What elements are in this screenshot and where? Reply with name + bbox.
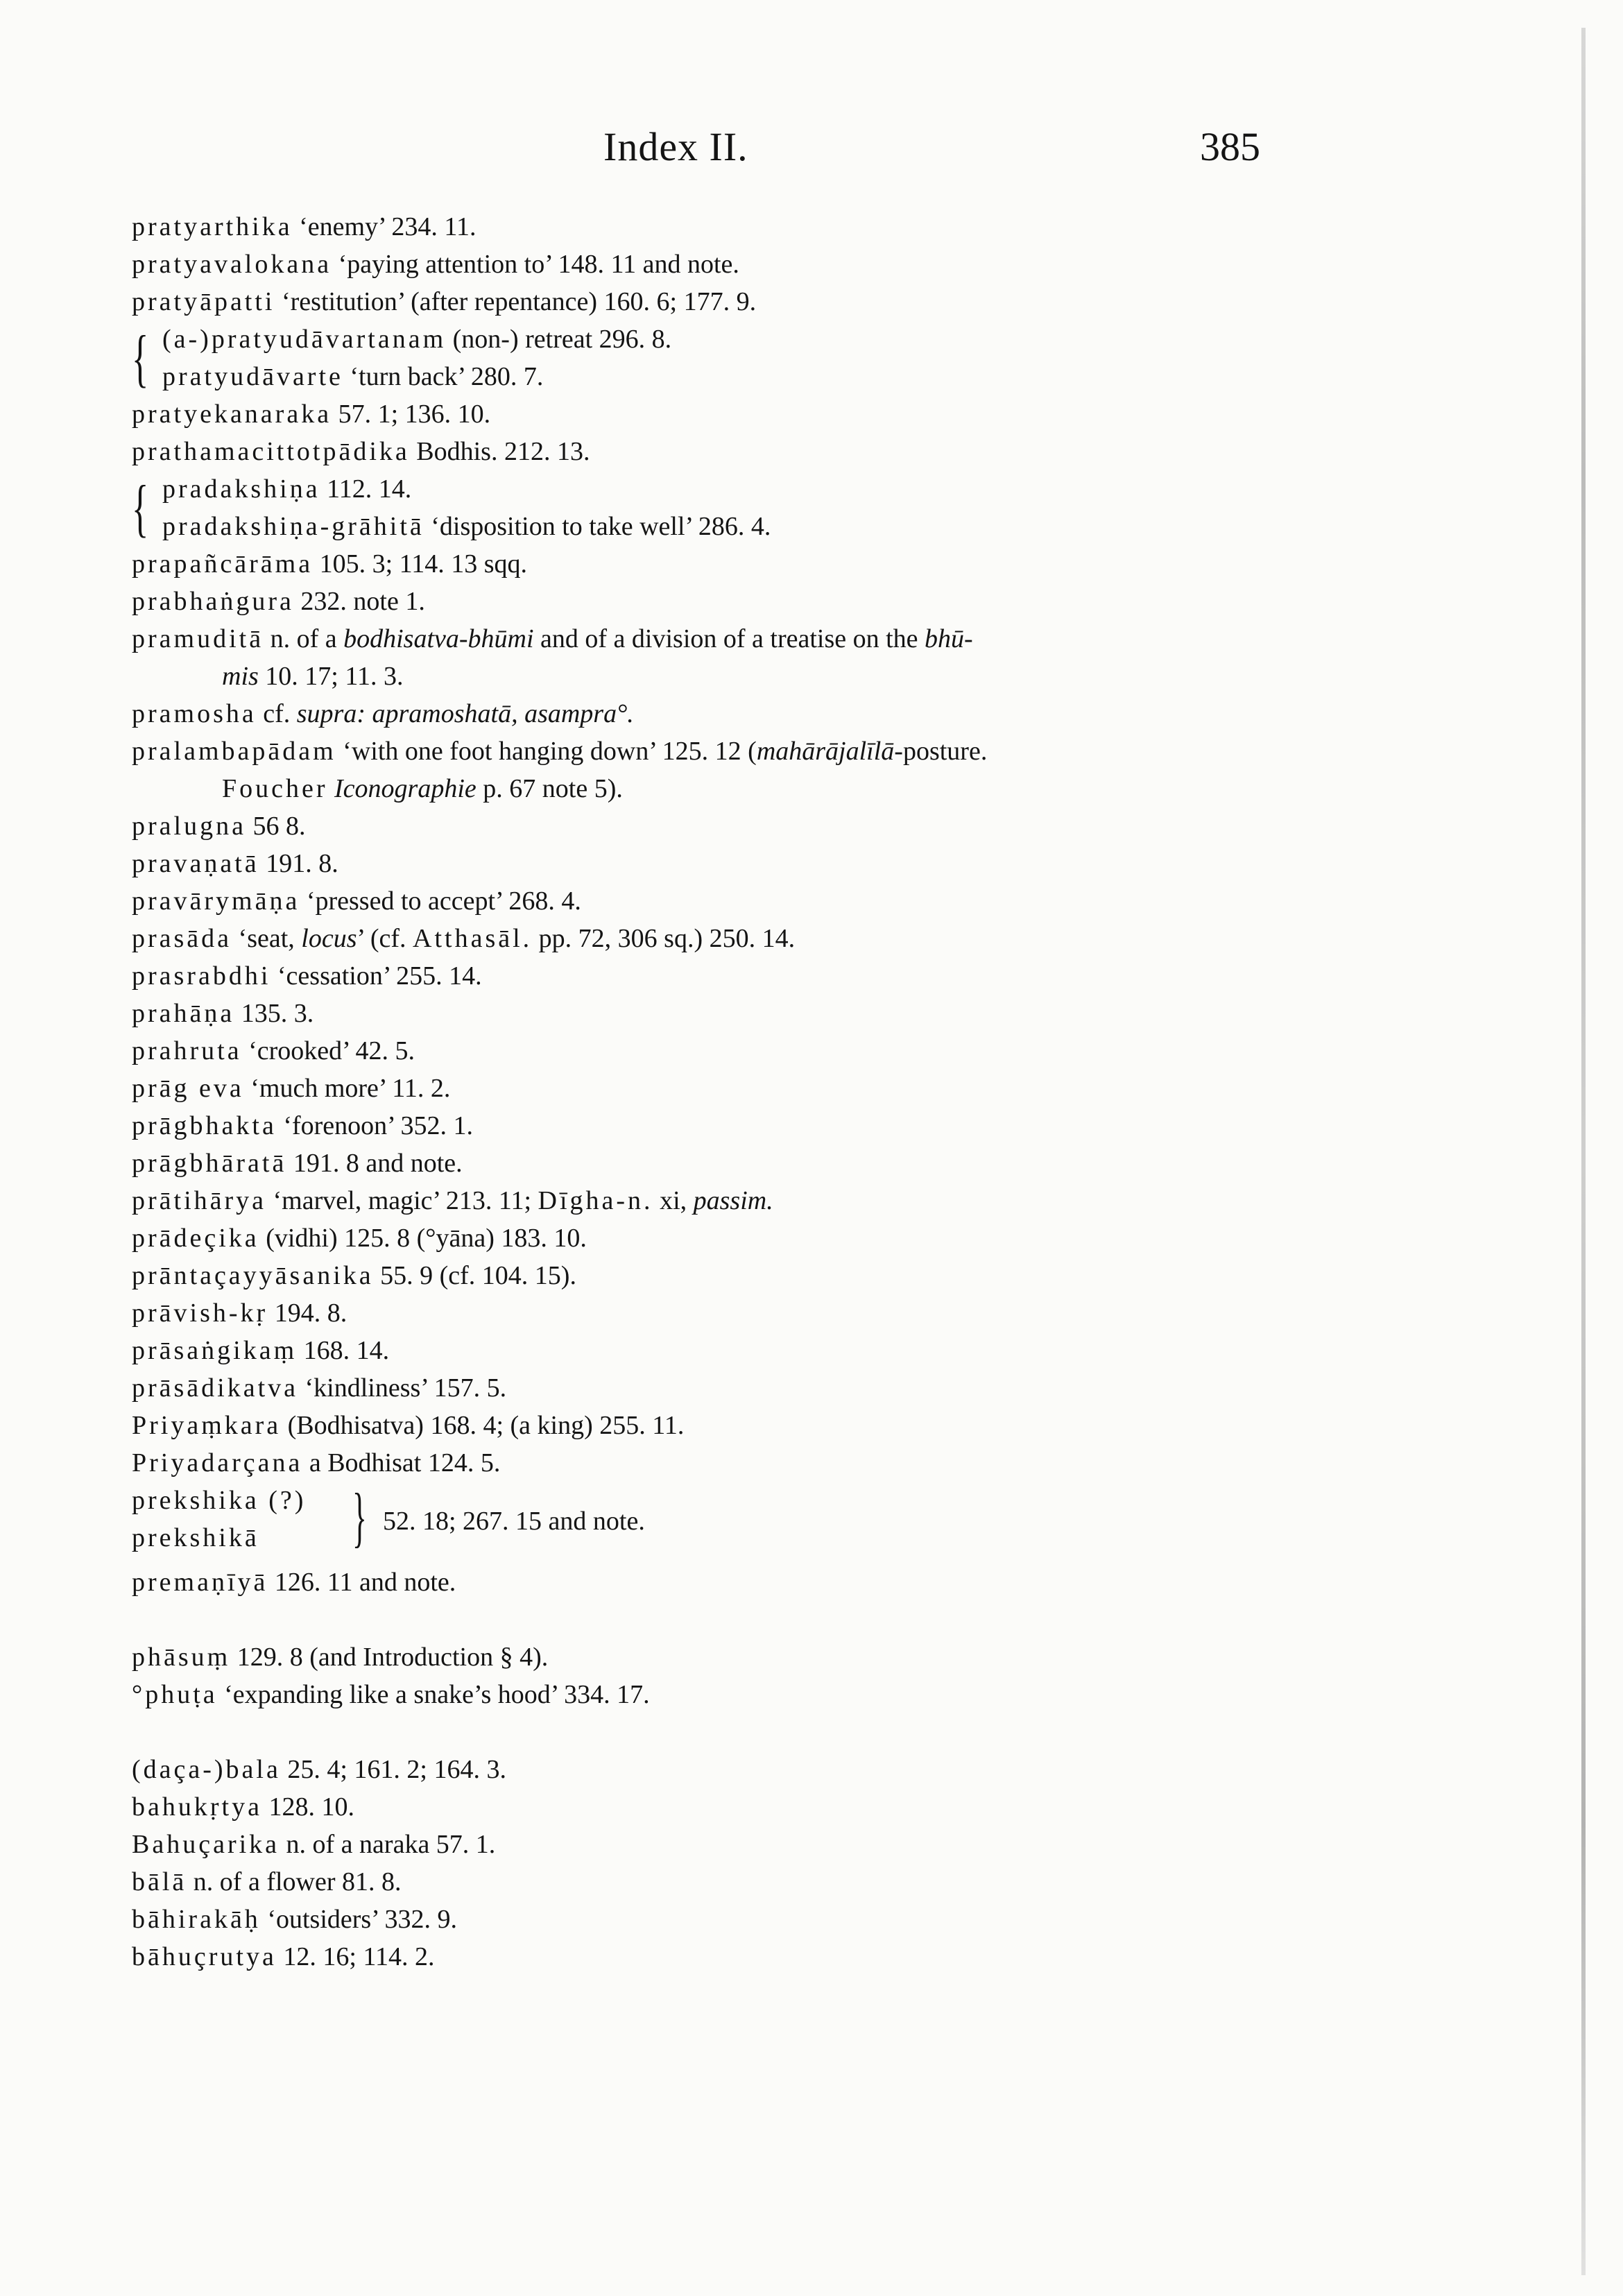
entry-term: prasāda (132, 924, 232, 953)
entry-text: n. of a naraka 57. 1. (280, 1830, 496, 1859)
entry-text: ‘much more’ 11. 2. (243, 1074, 451, 1103)
entry-term: prāgbhāratā (132, 1149, 287, 1178)
index-entry (132, 1070, 1283, 1107)
entry-term: (a-)pratyudāvartanam (162, 325, 447, 354)
entry-term: prekshikā (132, 1523, 259, 1552)
entry-source: Dīgha-n. (538, 1186, 653, 1215)
entry-term: prahruta (132, 1036, 242, 1065)
entry-source: Atthasāl. (413, 924, 533, 953)
entry-author: Foucher (222, 774, 328, 803)
entry-italic: locus (301, 924, 357, 953)
entry-text: 194. 8. (268, 1299, 347, 1328)
entry-term: pralambapādam (132, 737, 336, 766)
index-entry (132, 1563, 1283, 1601)
entry-text: ‘enemy’ 234. 11. (292, 212, 476, 241)
bracketed-entries (132, 320, 1283, 395)
index-entry (132, 1032, 1283, 1070)
entry-text: pp. 72, 306 sq.) 250. 14. (532, 924, 796, 953)
entry-term: Bahuçarika (132, 1830, 280, 1859)
index-entry (132, 583, 1283, 620)
entry-term: premaṇīyā (132, 1568, 268, 1597)
entry-text: xi, (653, 1186, 694, 1215)
entry-text: 12. 16; 114. 2. (276, 1942, 435, 1971)
entry-text: 129. 8 (and Introduction § 4). (230, 1643, 549, 1672)
entry-italic: supra: apramoshatā, asampra°. (296, 699, 634, 728)
entry-text: ’ (cf. (357, 924, 413, 953)
index-entry (132, 1676, 1283, 1713)
index-entry (132, 1938, 1283, 1976)
entry-term: prapañcārāma (132, 549, 314, 579)
entry-term: prekshika (?) (132, 1486, 307, 1515)
entry-term: bāhuçrutya (132, 1942, 277, 1971)
left-brace: { (132, 323, 149, 393)
entry-text: a Bodhisat 124. 5. (302, 1448, 501, 1477)
index-entry (132, 208, 1283, 246)
bracketed-entries (132, 470, 1283, 545)
index-entry (132, 358, 1283, 395)
grouped-terms (132, 1482, 306, 1557)
entry-term: Priyadarçana (132, 1448, 303, 1477)
entry-text: ‘pressed to accept’ 268. 4. (300, 886, 581, 916)
entry-text: ‘forenoon’ 352. 1. (276, 1111, 473, 1140)
entry-text: (non-) retreat 296. 8. (446, 325, 672, 354)
entry-continuation (132, 770, 1283, 807)
index-entry (132, 1219, 1283, 1257)
right-brace: } (352, 1480, 367, 1554)
entry-text: n. of a flower 81. 8. (187, 1867, 402, 1896)
entry-text: ‘kindliness’ 157. 5. (298, 1373, 507, 1403)
entry-text: n. of a (264, 624, 344, 653)
entry-text: ‘disposition to take well’ 286. 4. (424, 512, 771, 541)
index-entry (132, 433, 1283, 470)
entry-term: pratyekanaraka (132, 400, 332, 429)
entry-term: pratyāpatti (132, 287, 275, 316)
entry-term: prāsādikatva (132, 1373, 299, 1403)
entry-text: 191. 8. (259, 849, 338, 878)
entry-text: Bodhis. 212. 13. (409, 437, 590, 466)
entry-text: 105. 3; 114. 13 sqq. (313, 549, 528, 579)
entry-text: cf. (256, 699, 297, 728)
entry-term: bāhirakāḥ (132, 1905, 261, 1934)
index-entry (132, 1145, 1283, 1182)
index-body (132, 208, 1283, 1976)
entry-text: 56 8. (246, 812, 306, 841)
entry-text: ‘paying attention to’ 148. 11 and note. (332, 250, 739, 279)
index-entry (132, 508, 1283, 545)
page-title: Index II. (603, 124, 748, 169)
entry-term: pratyavalokana (132, 250, 332, 279)
index-entry (132, 620, 1283, 658)
entry-italic: bodhisatva-bhūmi (343, 624, 534, 653)
entry-text: 57. 1; 136. 10. (332, 400, 491, 429)
index-entry (132, 246, 1283, 283)
entry-term: prāg eva (132, 1074, 244, 1103)
entry-italic: bhū- (925, 624, 973, 653)
entry-term: prathamacittotpādika (132, 437, 410, 466)
entry-term: prāsaṅgikaṃ (132, 1336, 298, 1365)
entry-text: 126. 11 and note. (268, 1568, 456, 1597)
entry-term: pramuditā (132, 624, 264, 653)
entry-term: bālā (132, 1867, 187, 1896)
running-header (0, 123, 1623, 172)
entry-term: prāntaçayyāsanika (132, 1261, 374, 1290)
entry-term: pradakshiṇa (162, 474, 320, 504)
entry-term: (daça-)bala (132, 1755, 281, 1784)
entry-text: 168. 14. (297, 1336, 390, 1365)
index-entry (132, 882, 1283, 920)
index-entry (132, 1407, 1283, 1444)
entry-term: pravārymāṇa (132, 886, 300, 916)
index-entry (132, 283, 1283, 320)
index-entry (132, 1901, 1283, 1938)
entry-term: prātihārya (132, 1186, 267, 1215)
index-entry (132, 1863, 1283, 1901)
entry-text: ‘restitution’ (after repentance) 160. 6; 177. 9. (275, 287, 757, 316)
index-entry (132, 995, 1283, 1032)
entry-text: 112. 14. (320, 474, 412, 504)
index-entry (132, 845, 1283, 882)
index-entry (132, 1182, 1283, 1219)
entry-text: 25. 4; 161. 2; 164. 3. (280, 1755, 506, 1784)
entry-text: (Bodhisatva) 168. 4; (a king) 255. 11. (281, 1411, 685, 1440)
index-entry (132, 1332, 1283, 1369)
grouped-entries (132, 1482, 1283, 1563)
entry-text: ‘crooked’ 42. 5. (241, 1036, 415, 1065)
entry-italic: passim. (693, 1186, 773, 1215)
entry-text: 128. 10. (261, 1792, 354, 1822)
entry-term: pravaṇatā (132, 849, 259, 878)
entry-term: pradakshiṇa-grāhitā (162, 512, 424, 541)
index-entry (132, 695, 1283, 733)
index-entry (132, 1107, 1283, 1145)
index-entry (132, 1751, 1283, 1788)
entry-text: ‘expanding like a snake’s hood’ 334. 17. (217, 1680, 650, 1709)
entry-italic: Iconographie (327, 774, 476, 803)
index-entry (132, 1257, 1283, 1294)
left-brace: { (132, 472, 149, 543)
entry-term: phāsuṃ (132, 1643, 231, 1672)
entry-text: 52. 18; 267. 15 and note. (383, 1507, 645, 1536)
entry-text: and of a division of a treatise on the (533, 624, 925, 653)
entry-term: prādeçika (132, 1224, 259, 1253)
index-entry (132, 395, 1283, 433)
entry-term: prāgbhakta (132, 1111, 277, 1140)
entry-text: (vidhi) 125. 8 (°yāna) 183. 10. (259, 1224, 587, 1253)
page-edge-shadow (1581, 28, 1586, 2275)
index-entry (132, 1638, 1283, 1676)
entry-italic: mis (222, 662, 259, 691)
entry-term: pratyarthika (132, 212, 293, 241)
entry-text: 191. 8 and note. (286, 1149, 463, 1178)
entry-text: ‘cessation’ 255. 14. (270, 961, 482, 991)
entry-text: 232. note 1. (293, 587, 425, 616)
entry-text: ‘marvel, magic’ 213. 11; (266, 1186, 538, 1215)
index-entry (132, 470, 1283, 508)
entry-term: Priyaṃkara (132, 1411, 282, 1440)
entry-text: p. 67 note 5). (476, 774, 623, 803)
entry-term: pralugna (132, 812, 246, 841)
entry-term: prāvish-kṛ (132, 1299, 268, 1328)
entry-text: ‘outsiders’ 332. 9. (260, 1905, 458, 1934)
entry-term: prasrabdhi (132, 961, 271, 991)
entry-text: ‘with one foot hanging down’ 125. 12 ( (336, 737, 757, 766)
index-entry (132, 733, 1283, 770)
page-number: 385 (1200, 124, 1260, 169)
index-entry (132, 807, 1283, 845)
entry-text: ‘turn back’ 280. 7. (343, 362, 544, 391)
entry-italic: mahārājalīlā (756, 737, 895, 766)
index-entry (132, 1294, 1283, 1332)
index-entry (132, 1369, 1283, 1407)
entry-text: 135. 3. (234, 999, 314, 1028)
section-gap (132, 1713, 1283, 1751)
entry-text: 10. 17; 11. 3. (258, 662, 404, 691)
entry-term: pramosha (132, 699, 257, 728)
index-entry (132, 957, 1283, 995)
entry-text: -posture. (894, 737, 988, 766)
entry-term: pratyudāvarte (162, 362, 343, 391)
index-entry (132, 320, 1283, 358)
entry-term: prahāṇa (132, 999, 235, 1028)
index-entry (132, 1788, 1283, 1826)
entry-term: °phuṭa (132, 1680, 218, 1709)
entry-term: prabhaṅgura (132, 587, 294, 616)
index-entry (132, 1826, 1283, 1863)
index-entry (132, 920, 1283, 957)
entry-text: 55. 9 (cf. 104. 15). (373, 1261, 576, 1290)
entry-term: bahukṛtya (132, 1792, 262, 1822)
index-entry (132, 545, 1283, 583)
index-entry (132, 1444, 1283, 1482)
entry-text: ‘seat, (232, 924, 302, 953)
entry-continuation (132, 658, 1283, 695)
section-gap (132, 1601, 1283, 1638)
